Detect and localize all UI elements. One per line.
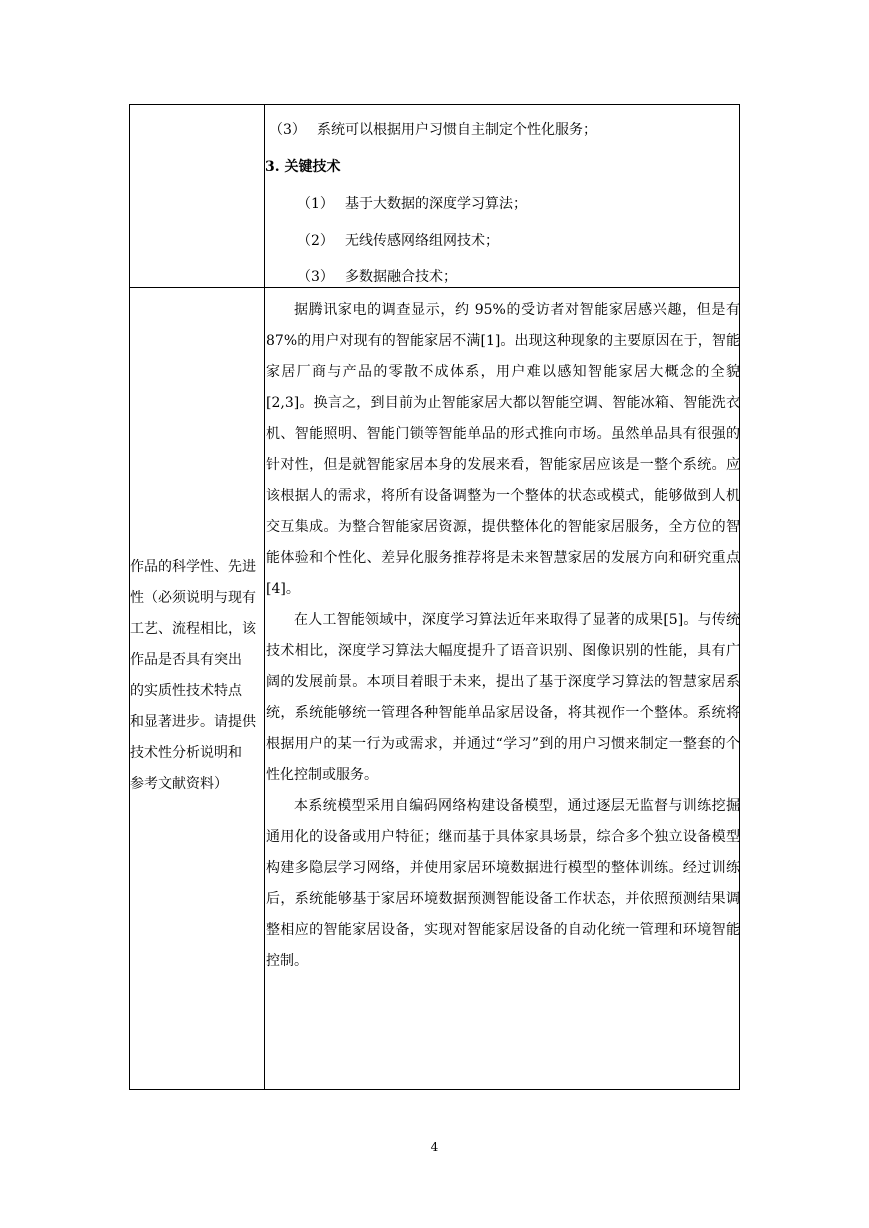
list-item (297, 267, 457, 287)
list-item (269, 120, 597, 140)
column-divider (264, 105, 265, 1089)
item-text: 多数据融合技术； (345, 269, 457, 285)
item-number: （1） (297, 196, 334, 212)
row-divider (130, 287, 739, 288)
label-line: 参考文献资料） (130, 776, 228, 792)
item-number: （3） (269, 122, 306, 138)
label-line: 技术性分析说明和 (130, 745, 242, 761)
item-text: 基于大数据的深度学习算法； (345, 196, 527, 212)
page-number: 4 (430, 1140, 439, 1154)
section-heading: 3. 关键技术 (265, 159, 341, 175)
label-line: 的实质性技术特点 (130, 683, 242, 699)
list-item (297, 194, 527, 214)
label-line: 作品是否具有突出 (130, 652, 242, 668)
item-number: （2） (297, 233, 334, 249)
label-line: 和显著进步。请提供 (130, 714, 256, 730)
body-paragraph: 本系统模型采用自编码网络构建设备模型，通过逐层无监督与训练挖掘通用化的设备或用户特征；继而基于具体家具场景，综合多个独立设备模型构建多隐层学习网络，并使用家居环境数据进行模型的整体训练。经过训练后，系统能够基于家居环境数据预测智能设备工作状态，并依照预测结果调整相应的智能家居设备，实现对智能家居设备的自动化统一管理和环境智能控制。 (266, 798, 740, 969)
list-item (297, 231, 499, 251)
body-cell (266, 295, 740, 977)
row-label (130, 552, 264, 800)
item-number: （3） (297, 269, 334, 285)
form-table (129, 104, 740, 1090)
item-text: 无线传感网络组网技术； (345, 233, 499, 249)
label-line: 性（必须说明与现有 (130, 590, 256, 606)
body-paragraph: 在人工智能领域中，深度学习算法近年来取得了显著的成果[5]。与传统技术相比，深度学习算法大幅度提升了语音识别、图像识别的性能，具有广阔的发展前景。本项目着眼于未来，提出了基于深度学习算法的智慧家居系统，系统能够统一管理各种智能单品家居设备，将其视作一个整体。系统将根据用户的某一行为或需求，并通过“学习”到的用户习惯来制定一整套的个性化控制或服务。 (266, 612, 740, 783)
label-line: 工艺、流程相比，该 (130, 621, 256, 637)
item-text: 系统可以根据用户习惯自主制定个性化服务； (317, 122, 597, 138)
body-paragraph: 据腾讯家电的调查显示，约 95%的受访者对智能家居感兴趣，但是有 87%的用户对现有的智能家居不满[1]。出现这种现象的主要原因在于，智能家居厂商与产品的零散不成体系，用户难以感知智能家居大概念的全貌[2,3]。换言之，到目前为止智能家居大都以智能空调、智能冰箱、智能洗衣机、智能照明、智能门锁等智能单品的形式推向市场。虽然单品具有很强的针对性，但是就智能家居本身的发展来看，智能家居应该是一整个系统。应该根据人的需求，将所有设备调整为一个整体的状态或模式，能够做到人机交互集成。为整合智能家居资源，提供整体化的智能家居服务，全方位的智能体验和个性化、差异化服务推荐将是未来智慧家居的发展方向和研究重点[4]。 (266, 302, 740, 597)
label-line: 作品的科学性、先进 (130, 559, 256, 575)
